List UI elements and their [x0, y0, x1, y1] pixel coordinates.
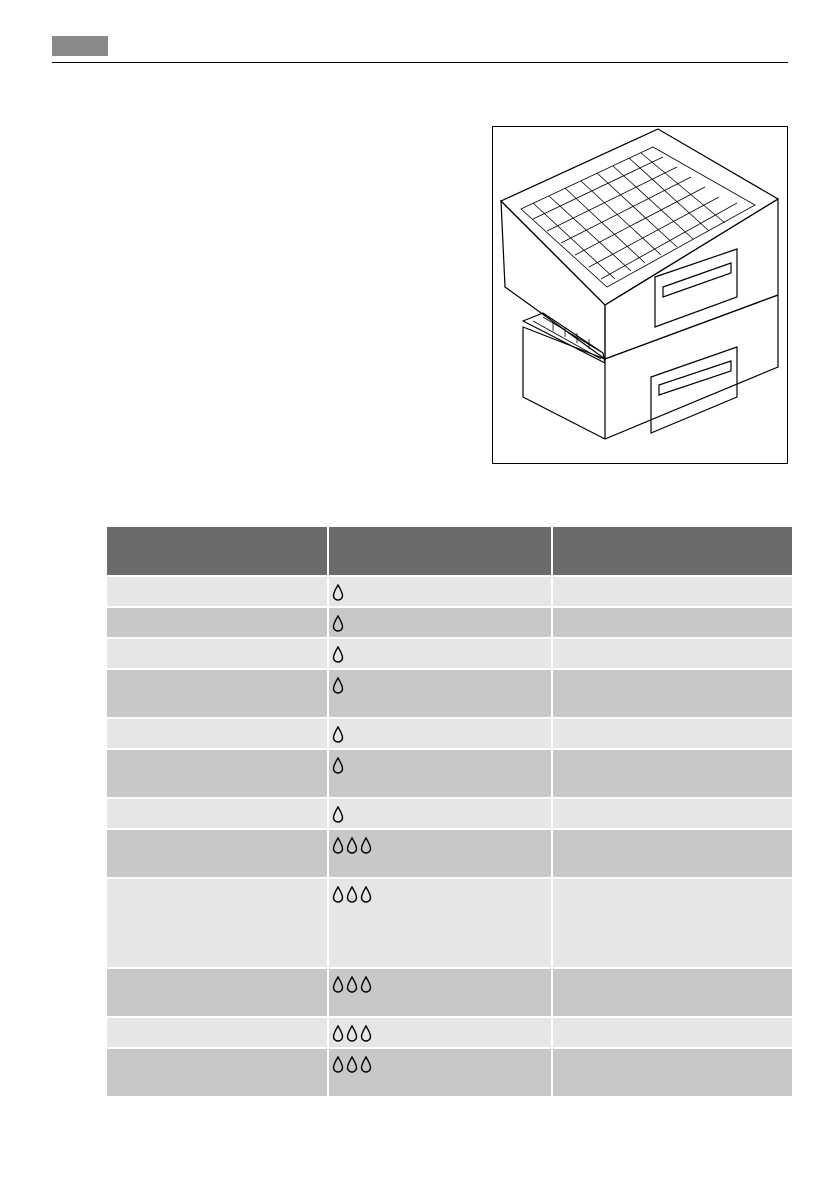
- water-drop-icon: [346, 1025, 358, 1047]
- water-drop-icon: [346, 976, 358, 998]
- humidity-indicator: [329, 608, 551, 637]
- water-drop-icon: [332, 677, 344, 699]
- table-cell: [552, 718, 792, 749]
- table-cell: [552, 1048, 792, 1097]
- table-row: [107, 749, 792, 798]
- humidity-indicator: [329, 969, 551, 998]
- table-header-cell: [328, 527, 552, 576]
- table-row: [107, 669, 792, 718]
- table-cell: [107, 638, 328, 669]
- water-drop-icon: [332, 1056, 344, 1078]
- table-row: [107, 576, 792, 607]
- table-cell: [552, 829, 792, 878]
- table-cell: [328, 829, 552, 878]
- table-row: [107, 829, 792, 878]
- table-header-cell: [552, 527, 792, 576]
- water-drop-icon: [332, 584, 344, 606]
- table-cell: [328, 968, 552, 1017]
- table-row: [107, 1017, 792, 1048]
- water-drop-icon: [346, 837, 358, 859]
- header-rule: [52, 62, 788, 63]
- table-cell: [107, 829, 328, 878]
- table-cell: [107, 576, 328, 607]
- water-drop-icon: [332, 726, 344, 748]
- humidity-indicator: [329, 577, 551, 606]
- water-drop-icon: [332, 806, 344, 828]
- table-cell: [328, 878, 552, 968]
- table-cell: [107, 718, 328, 749]
- water-drop-icon: [332, 646, 344, 668]
- table-cell: [107, 1048, 328, 1097]
- table-cell: [552, 576, 792, 607]
- table-cell: [107, 607, 328, 638]
- table-header-cell: [107, 527, 328, 576]
- table-row: [107, 718, 792, 749]
- table-row: [107, 638, 792, 669]
- table-cell: [107, 798, 328, 829]
- humidity-indicator: [329, 639, 551, 668]
- table-cell: [552, 669, 792, 718]
- water-drop-icon: [360, 1056, 372, 1078]
- table-cell: [552, 798, 792, 829]
- table-row: [107, 798, 792, 829]
- table-cell: [328, 576, 552, 607]
- water-drop-icon: [332, 757, 344, 779]
- table-row: [107, 878, 792, 968]
- humidity-indicator: [329, 1018, 551, 1047]
- humidity-indicator: [329, 799, 551, 828]
- humidity-indicator: [329, 750, 551, 779]
- humidity-indicator: [329, 719, 551, 748]
- table-cell: [328, 718, 552, 749]
- table-cell: [328, 749, 552, 798]
- water-drop-icon: [332, 837, 344, 859]
- table-cell: [107, 878, 328, 968]
- table-row: [107, 968, 792, 1017]
- water-drop-icon: [346, 886, 358, 908]
- table-cell: [552, 968, 792, 1017]
- water-drop-icon: [346, 1056, 358, 1078]
- table-cell: [107, 968, 328, 1017]
- table-cell: [552, 749, 792, 798]
- table-cell: [107, 749, 328, 798]
- table-cell: [107, 669, 328, 718]
- table-cell: [328, 607, 552, 638]
- humidity-indicator: [329, 670, 551, 699]
- table-cell: [552, 638, 792, 669]
- table-cell: [328, 1017, 552, 1048]
- table-cell: [328, 798, 552, 829]
- humidity-indicator: [329, 879, 551, 908]
- water-drop-icon: [332, 886, 344, 908]
- table-cell: [328, 638, 552, 669]
- table-row: [107, 1048, 792, 1097]
- table-cell: [328, 1048, 552, 1097]
- table-cell: [107, 1017, 328, 1048]
- water-drop-icon: [360, 886, 372, 908]
- table-row: [107, 607, 792, 638]
- crisper-drawers-illustration: [492, 126, 788, 464]
- water-drop-icon: [332, 1025, 344, 1047]
- table-cell: [552, 1017, 792, 1048]
- table-cell: [552, 607, 792, 638]
- storage-table: [107, 527, 792, 1098]
- table-cell: [328, 669, 552, 718]
- water-drop-icon: [332, 976, 344, 998]
- water-drop-icon: [360, 976, 372, 998]
- humidity-indicator: [329, 1049, 551, 1078]
- water-drop-icon: [332, 615, 344, 637]
- table-cell: [552, 878, 792, 968]
- humidity-indicator: [329, 830, 551, 859]
- water-drop-icon: [360, 1025, 372, 1047]
- water-drop-icon: [360, 837, 372, 859]
- section-tab: [52, 36, 108, 56]
